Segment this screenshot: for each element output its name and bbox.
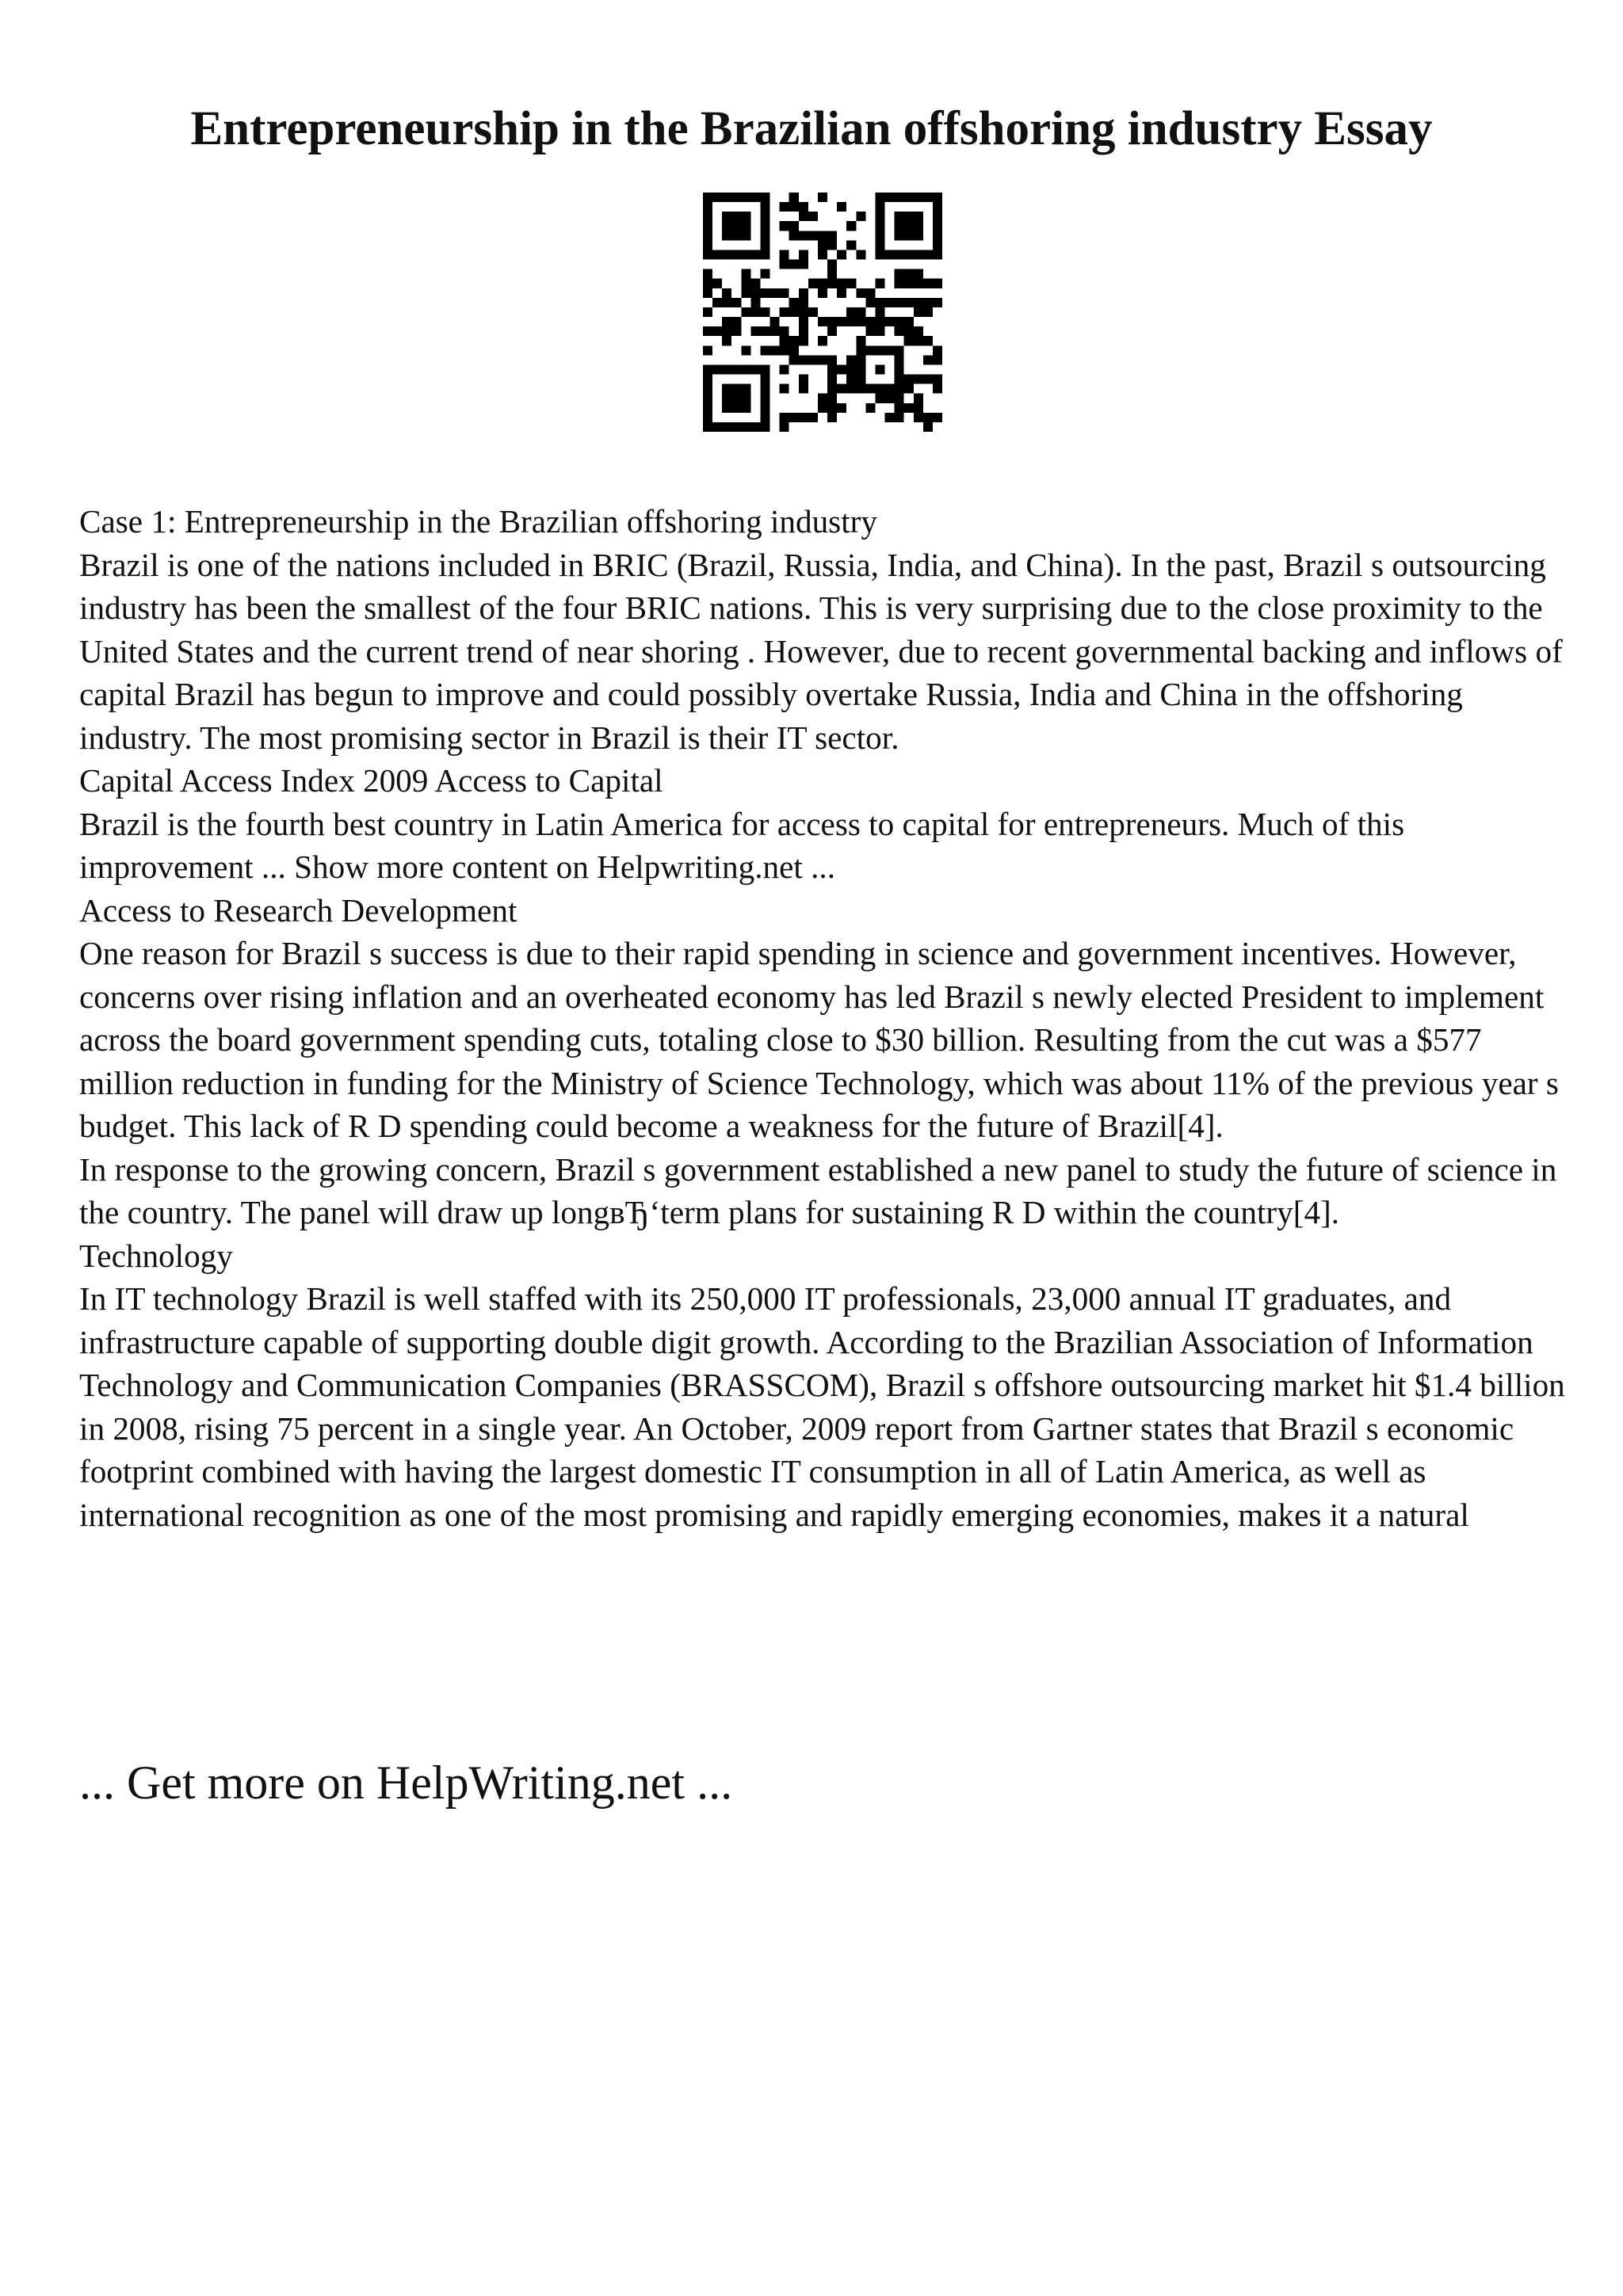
qr-code-icon <box>703 193 942 432</box>
paragraph-technology: In IT technology Brazil is well staffed with its 250,000 IT professionals, 23,000 annual IT graduates, and infrastructure capable of supporting double digit growth. According to the Brazilian Association of Information Technology and Communication Companies (BRASSCOM), Brazil s offshore outsourcing market hit $1.4 billion in 2008, rising 75 percent in a single year. An October, 2009 report from Gartner states that Brazil s economic footprint combined with having the largest domestic IT consumption in all of Latin America, as well as international recognition as one of the most promising and rapidly emerging economies, makes it a natural <box>79 1280 1565 1533</box>
paragraph-capital: Brazil is the fourth best country in Latin America for access to capital for entrepreneurs. Much of this improvement ... Show more content on Helpwriting.net ... <box>79 805 1405 885</box>
essay-body <box>79 500 1569 1536</box>
section-heading-capital: Capital Access Index 2009 Access to Capital <box>79 762 663 799</box>
get-more-link[interactable]: ... Get more on HelpWriting.net ... <box>79 1756 733 1809</box>
paragraph-research: One reason for Brazil s success is due to their rapid spending in science and government incentives. However, concerns over rising inflation and an overheated economy has led Brazil s newly elected President to implement across the board government spending cuts, totaling close to $30 billion. Resulting from the cut was a $577 million reduction in funding for the Ministry of Science Technology, which was about 11% of the previous year s budget. This lack of R D spending could become a weakness for the future of Brazil[4]. <box>79 935 1559 1144</box>
paragraph-bric: Brazil is one of the nations included in BRIC (Brazil, Russia, India, and China). In the past, Brazil s outsourcing industry has been the smallest of the four BRIC nations. This is very surprising due to the close proximity to the United States and the current trend of near shoring . However, due to recent governmental backing and inflows of capital Brazil has begun to improve and could possibly overtake Russia, India and China in the offshoring industry. The most promising sector in Brazil is their IT sector. <box>79 546 1563 756</box>
section-heading-technology: Technology <box>79 1237 233 1274</box>
case-heading: Case 1: Entrepreneurship in the Brazilian offshoring industry <box>79 503 877 540</box>
paragraph-response: In response to the growing concern, Brazil s government established a new panel to study the future of science in the country. The panel will draw up longвЂ‘term plans for sustaining R D within the country[4]. <box>79 1150 1557 1230</box>
page-title: Entrepreneurship in the Brazilian offshoring industry Essay <box>190 102 1433 155</box>
section-heading-research: Access to Research Development <box>79 891 517 929</box>
